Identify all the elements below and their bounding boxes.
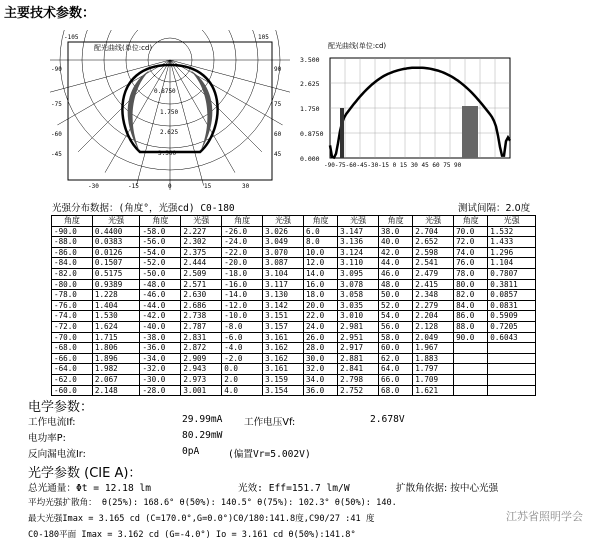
table-cell: -48.0 (140, 279, 181, 290)
table-cell: -72.0 (52, 321, 93, 332)
table-cell: -78.0 (52, 290, 93, 301)
table-cell: 26.0 (303, 332, 337, 343)
table-cell: 0.3811 (488, 279, 536, 290)
table-cell: 3.136 (338, 237, 379, 248)
table-header-cell: 角度 (222, 216, 263, 227)
cart-y-tick-4: 0.000 (300, 155, 320, 163)
polar-tick-left-2: -60 (51, 131, 62, 138)
table-cell: 48.0 (379, 279, 413, 290)
table-cell: 3.110 (338, 258, 379, 269)
table-cell: 86.0 (454, 311, 488, 322)
table-header-cell: 光强 (181, 216, 222, 227)
table-cell: 16.0 (303, 279, 337, 290)
table-cell (454, 353, 488, 364)
table-cell: -34.0 (140, 353, 181, 364)
table-cell: -82.0 (52, 268, 93, 279)
table-cell: 0.1507 (92, 258, 140, 269)
voltage-value: 2.678V (370, 414, 405, 425)
polar-tick-bottom-2: 0 (168, 183, 172, 190)
table-cell: 56.0 (379, 321, 413, 332)
polar-title: 配光曲线(单位:cd) (94, 44, 153, 52)
table-cell: 1.433 (488, 237, 536, 248)
table-cell: 3.130 (263, 290, 304, 301)
table-cell: 2.909 (181, 353, 222, 364)
table-row (52, 343, 536, 354)
table-cell: 2.227 (181, 226, 222, 237)
table-cell: 2.279 (413, 300, 454, 311)
table-cell: 1.104 (488, 258, 536, 269)
table-cell: 34.0 (303, 374, 337, 385)
table-cell: 1.404 (92, 300, 140, 311)
table-cell: 30.0 (303, 353, 337, 364)
table-cell: 64.0 (379, 364, 413, 375)
table-cell: -38.0 (140, 332, 181, 343)
table-cell: 2.541 (413, 258, 454, 269)
table-cell: 62.0 (379, 353, 413, 364)
table-cell: 78.0 (454, 268, 488, 279)
table-cell: 66.0 (379, 374, 413, 385)
table-cell: 2.704 (413, 226, 454, 237)
table-cell: -22.0 (222, 247, 263, 258)
table-cell: 80.0 (454, 279, 488, 290)
table-cell: 0.0126 (92, 247, 140, 258)
table-cell: 2.738 (181, 311, 222, 322)
table-cell: -56.0 (140, 237, 181, 248)
table-cell: 6.0 (303, 226, 337, 237)
table-cell: -26.0 (222, 226, 263, 237)
polar-tick-top-left: -105 (64, 34, 79, 41)
table-cell: 2.598 (413, 247, 454, 258)
table-cell: 3.078 (338, 279, 379, 290)
table-header-cell: 角度 (303, 216, 337, 227)
table-cell: 3.035 (338, 300, 379, 311)
table-cell: 2.302 (181, 237, 222, 248)
table-cell: 1.296 (488, 247, 536, 258)
table-cell: 88.0 (454, 321, 488, 332)
table-cell: -52.0 (140, 258, 181, 269)
table-cell: -32.0 (140, 364, 181, 375)
cartesian-shade-left (340, 108, 344, 158)
electrical-title: 电学参数： (28, 400, 94, 415)
cartesian-title: 配光曲线(单位:cd) (328, 42, 387, 50)
basis-label: 扩散角依据: 按中心光强 (396, 483, 499, 494)
table-cell (488, 353, 536, 364)
table-cell: -66.0 (52, 353, 93, 364)
table-cell: 3.157 (263, 321, 304, 332)
table-cell: -88.0 (52, 237, 93, 248)
table-row (52, 364, 536, 375)
table-cell: 12.0 (303, 258, 337, 269)
table-cell: -80.0 (52, 279, 93, 290)
cart-y-tick-0: 3.500 (300, 56, 320, 64)
cart-y-tick-3: 0.8750 (300, 130, 324, 138)
table-cell: -90.0 (52, 226, 93, 237)
polar-tick-bottom-4: 30 (242, 183, 250, 190)
table-cell: -4.0 (222, 343, 263, 354)
polar-tick-right-3: 45 (274, 151, 282, 158)
table-cell: 3.162 (263, 353, 304, 364)
table-cell: 3.001 (181, 385, 222, 396)
table-cell: -44.0 (140, 300, 181, 311)
table-cell: 1.709 (413, 374, 454, 385)
table-cell: -64.0 (52, 364, 93, 375)
table-cell: 1.228 (92, 290, 140, 301)
table-cell: 0.7807 (488, 268, 536, 279)
table-cell: -46.0 (140, 290, 181, 301)
table-row (52, 226, 536, 237)
table-cell: -86.0 (52, 247, 93, 258)
polar-tick-bottom-3: 15 (204, 183, 212, 190)
table-cell: 2.375 (181, 247, 222, 258)
table-cell (454, 385, 488, 396)
power-label: 电功率P: (28, 433, 66, 444)
table-cell: 2.444 (181, 258, 222, 269)
table-cell: -58.0 (140, 226, 181, 237)
table-row (52, 353, 536, 364)
table-cell: 52.0 (379, 300, 413, 311)
efficacy-label: 光效: Eff=151.7 lm/W (238, 483, 350, 494)
polar-ring-label-1: 1.750 (160, 109, 179, 116)
table-cell: 2.973 (181, 374, 222, 385)
table-cell: -40.0 (140, 321, 181, 332)
reverse-note: (偏置Vr=5.002V) (228, 449, 311, 460)
table-cell (488, 364, 536, 375)
table-cell (488, 385, 536, 396)
table-cell: 2.415 (413, 279, 454, 290)
table-row (52, 321, 536, 332)
table-row (52, 258, 536, 269)
table-cell: 2.0 (222, 374, 263, 385)
table-cell: -50.0 (140, 268, 181, 279)
table-row (52, 300, 536, 311)
table-row (52, 279, 536, 290)
table-cell: 3.151 (263, 311, 304, 322)
table-cell: 1.982 (92, 364, 140, 375)
polar-ring-label-3: 3.500 (158, 150, 177, 157)
table-cell: 3.154 (263, 385, 304, 396)
table-row (52, 385, 536, 396)
power-value: 80.29mW (182, 430, 223, 441)
table-cell (454, 364, 488, 375)
polar-tick-right-1: 75 (274, 101, 282, 108)
table-cell: 3.162 (263, 343, 304, 354)
table-cell: 2.917 (338, 343, 379, 354)
table-cell: 24.0 (303, 321, 337, 332)
table-cell: 0.5175 (92, 268, 140, 279)
voltage-label: 工作电压Vf: (244, 417, 296, 428)
reverse-label: 反向漏电流Ir: (28, 449, 86, 460)
table-cell: -74.0 (52, 311, 93, 322)
table-cell: 20.0 (303, 300, 337, 311)
table-cell: 2.204 (413, 311, 454, 322)
table-cell: 0.0383 (92, 237, 140, 248)
table-header-cell: 光强 (263, 216, 304, 227)
current-label: 工作电流If: (28, 417, 76, 428)
table-cell: 3.070 (263, 247, 304, 258)
cart-y-tick-1: 2.625 (300, 80, 320, 88)
table-cell: 38.0 (379, 226, 413, 237)
reverse-value: 0pA (182, 446, 200, 457)
table-cell: 2.841 (338, 364, 379, 375)
table-header-cell: 光强 (413, 216, 454, 227)
table-cell: 3.124 (338, 247, 379, 258)
table-cell: -60.0 (52, 385, 93, 396)
table-cell: 2.981 (338, 321, 379, 332)
table-cell: 2.787 (181, 321, 222, 332)
table-cell: 2.943 (181, 364, 222, 375)
table-cell: -8.0 (222, 321, 263, 332)
table-header-cell: 角度 (52, 216, 93, 227)
table-cell: 3.058 (338, 290, 379, 301)
table-cell: 1.806 (92, 343, 140, 354)
polar-ring-label-0: 0.8750 (154, 88, 176, 95)
table-cell: -24.0 (222, 237, 263, 248)
table-cell: 2.067 (92, 374, 140, 385)
table-cell: 2.652 (413, 237, 454, 248)
table-cell: 46.0 (379, 268, 413, 279)
table-cell: 3.117 (263, 279, 304, 290)
polar-ring-label-2: 2.625 (160, 129, 179, 136)
table-cell: 44.0 (379, 258, 413, 269)
table-cell: 0.4400 (92, 226, 140, 237)
table-header-cell: 角度 (140, 216, 181, 227)
table-header-cell: 光强 (92, 216, 140, 227)
page-title: 主要技术参数： (4, 6, 96, 21)
table-cell: 3.104 (263, 268, 304, 279)
table-cell: -42.0 (140, 311, 181, 322)
table-cell: 0.0857 (488, 290, 536, 301)
table-cell: 3.147 (338, 226, 379, 237)
table-cell: 74.0 (454, 247, 488, 258)
flux-label: 总光通量：Φt = 12.18 lm (28, 483, 152, 494)
table-cell: 2.951 (338, 332, 379, 343)
table-cell: 36.0 (303, 385, 337, 396)
table-cell: -6.0 (222, 332, 263, 343)
current-value: 29.99mA (182, 414, 223, 425)
table-row (52, 374, 536, 385)
table-cell: 1.967 (413, 343, 454, 354)
table-cell: 2.630 (181, 290, 222, 301)
table-row (52, 247, 536, 258)
table-cell: 14.0 (303, 268, 337, 279)
avg-angle: 平均光强扩散角： θ(25%): 168.6° θ(50%): 140.5° θ(75%): 102.3° θ(50%): 140. (28, 498, 397, 508)
table-cell (488, 374, 536, 385)
table-cell: -36.0 (140, 343, 181, 354)
table-cell: 54.0 (379, 311, 413, 322)
table-cell: -28.0 (140, 385, 181, 396)
table-cell: 3.161 (263, 332, 304, 343)
table-cell: -54.0 (140, 247, 181, 258)
table-cell: 68.0 (379, 385, 413, 396)
table-cell: 10.0 (303, 247, 337, 258)
table-cell: 3.010 (338, 311, 379, 322)
table-cell: 4.0 (222, 385, 263, 396)
table-cell: 2.128 (413, 321, 454, 332)
table-cell: 3.142 (263, 300, 304, 311)
table-cell: 1.530 (92, 311, 140, 322)
polar-tick-left-3: -45 (51, 151, 62, 158)
table-cell: 1.797 (413, 364, 454, 375)
table-cell: -62.0 (52, 374, 93, 385)
distribution-interval: 测试间隔：2.0度 (458, 203, 531, 214)
table-cell: 58.0 (379, 332, 413, 343)
table-cell: 2.571 (181, 279, 222, 290)
table-cell: 0.6043 (488, 332, 536, 343)
table-cell (454, 374, 488, 385)
table-cell (488, 343, 536, 354)
cartesian-chart (298, 40, 520, 168)
table-cell: 0.9389 (92, 279, 140, 290)
table-row (52, 332, 536, 343)
polar-tick-left-0: -90 (51, 66, 62, 73)
watermark: 江苏省照明学会 (506, 510, 583, 523)
table-header-row (52, 216, 536, 227)
table-cell: 82.0 (454, 290, 488, 301)
table-cell: 3.026 (263, 226, 304, 237)
table-cell: 60.0 (379, 343, 413, 354)
table-cell: 0.0 (222, 364, 263, 375)
table-cell: 18.0 (303, 290, 337, 301)
table-cell: 1.883 (413, 353, 454, 364)
table-cell: 2.752 (338, 385, 379, 396)
table-cell: 3.087 (263, 258, 304, 269)
table-cell: 84.0 (454, 300, 488, 311)
table-cell: 0.5909 (488, 311, 536, 322)
table-cell: 2.509 (181, 268, 222, 279)
table-cell: -20.0 (222, 258, 263, 269)
table-cell: -30.0 (140, 374, 181, 385)
table-cell: 2.049 (413, 332, 454, 343)
table-cell: -12.0 (222, 300, 263, 311)
table-cell: -68.0 (52, 343, 93, 354)
table-cell: 0.7205 (488, 321, 536, 332)
table-cell: 72.0 (454, 237, 488, 248)
table-header-cell: 光强 (488, 216, 536, 227)
table-cell: 76.0 (454, 258, 488, 269)
table-cell: 2.686 (181, 300, 222, 311)
polar-tick-bottom-1: -15 (128, 183, 139, 190)
table-cell: 1.896 (92, 353, 140, 364)
table-cell: 22.0 (303, 311, 337, 322)
table-header-cell: 光强 (338, 216, 379, 227)
table-header-cell: 角度 (454, 216, 488, 227)
table-header-cell: 角度 (379, 216, 413, 227)
table-cell: 90.0 (454, 332, 488, 343)
table-cell: 3.161 (263, 364, 304, 375)
table-cell: 1.715 (92, 332, 140, 343)
polar-tick-right-0: 90 (274, 66, 282, 73)
table-cell: 3.049 (263, 237, 304, 248)
cart-y-tick-2: 1.750 (300, 105, 320, 113)
table-cell: -10.0 (222, 311, 263, 322)
table-cell: 2.872 (181, 343, 222, 354)
table-row (52, 237, 536, 248)
table-cell: 8.0 (303, 237, 337, 248)
polar-chart (50, 30, 290, 190)
cart-x-axis-labels: -90-75-60-45-30-15 0 15 30 45 60 75 90 (324, 162, 462, 168)
table-cell: 1.532 (488, 226, 536, 237)
optical-title: 光学参数 (CIE A)： (28, 466, 142, 481)
polar-tick-left-1: -75 (51, 101, 62, 108)
table-cell: 2.348 (413, 290, 454, 301)
table-cell (454, 343, 488, 354)
distribution-table (51, 215, 536, 396)
c0-plane: C0-180平面 Imax = 3.162 cd (G=-4.0°) Io = 3.161 cd θ(50%):141.8° (28, 530, 356, 540)
table-cell: 3.159 (263, 374, 304, 385)
table-cell: 32.0 (303, 364, 337, 375)
polar-tick-right-2: 60 (274, 131, 282, 138)
table-cell: 0.0831 (488, 300, 536, 311)
table-cell: -84.0 (52, 258, 93, 269)
table-cell: 1.624 (92, 321, 140, 332)
table-cell: -14.0 (222, 290, 263, 301)
table-cell: -16.0 (222, 279, 263, 290)
table-cell: 42.0 (379, 247, 413, 258)
table-cell: -70.0 (52, 332, 93, 343)
table-cell: 50.0 (379, 290, 413, 301)
max-intensity: 最大光强Imax = 3.165 cd (C=170.0°,G=0.0°)C0/180:141.8度,C90/27 :41 度 (28, 514, 375, 524)
table-row (52, 268, 536, 279)
table-row (52, 290, 536, 301)
cartesian-shade-right (462, 106, 478, 158)
table-cell: 40.0 (379, 237, 413, 248)
table-row (52, 311, 536, 322)
table-cell: 3.095 (338, 268, 379, 279)
polar-tick-bottom-0: -30 (88, 183, 99, 190)
polar-tick-top-right: 105 (258, 34, 269, 41)
table-cell: 28.0 (303, 343, 337, 354)
table-cell: 2.798 (338, 374, 379, 385)
table-cell: -76.0 (52, 300, 93, 311)
table-cell: 2.831 (181, 332, 222, 343)
table-cell: 2.479 (413, 268, 454, 279)
distribution-title: 光强分布数据：(角度°，光强cd) C0-180 (52, 203, 235, 214)
table-cell: -18.0 (222, 268, 263, 279)
table-cell: 2.148 (92, 385, 140, 396)
table-cell: 2.881 (338, 353, 379, 364)
table-cell: -2.0 (222, 353, 263, 364)
table-cell: 1.621 (413, 385, 454, 396)
table-cell: 70.0 (454, 226, 488, 237)
